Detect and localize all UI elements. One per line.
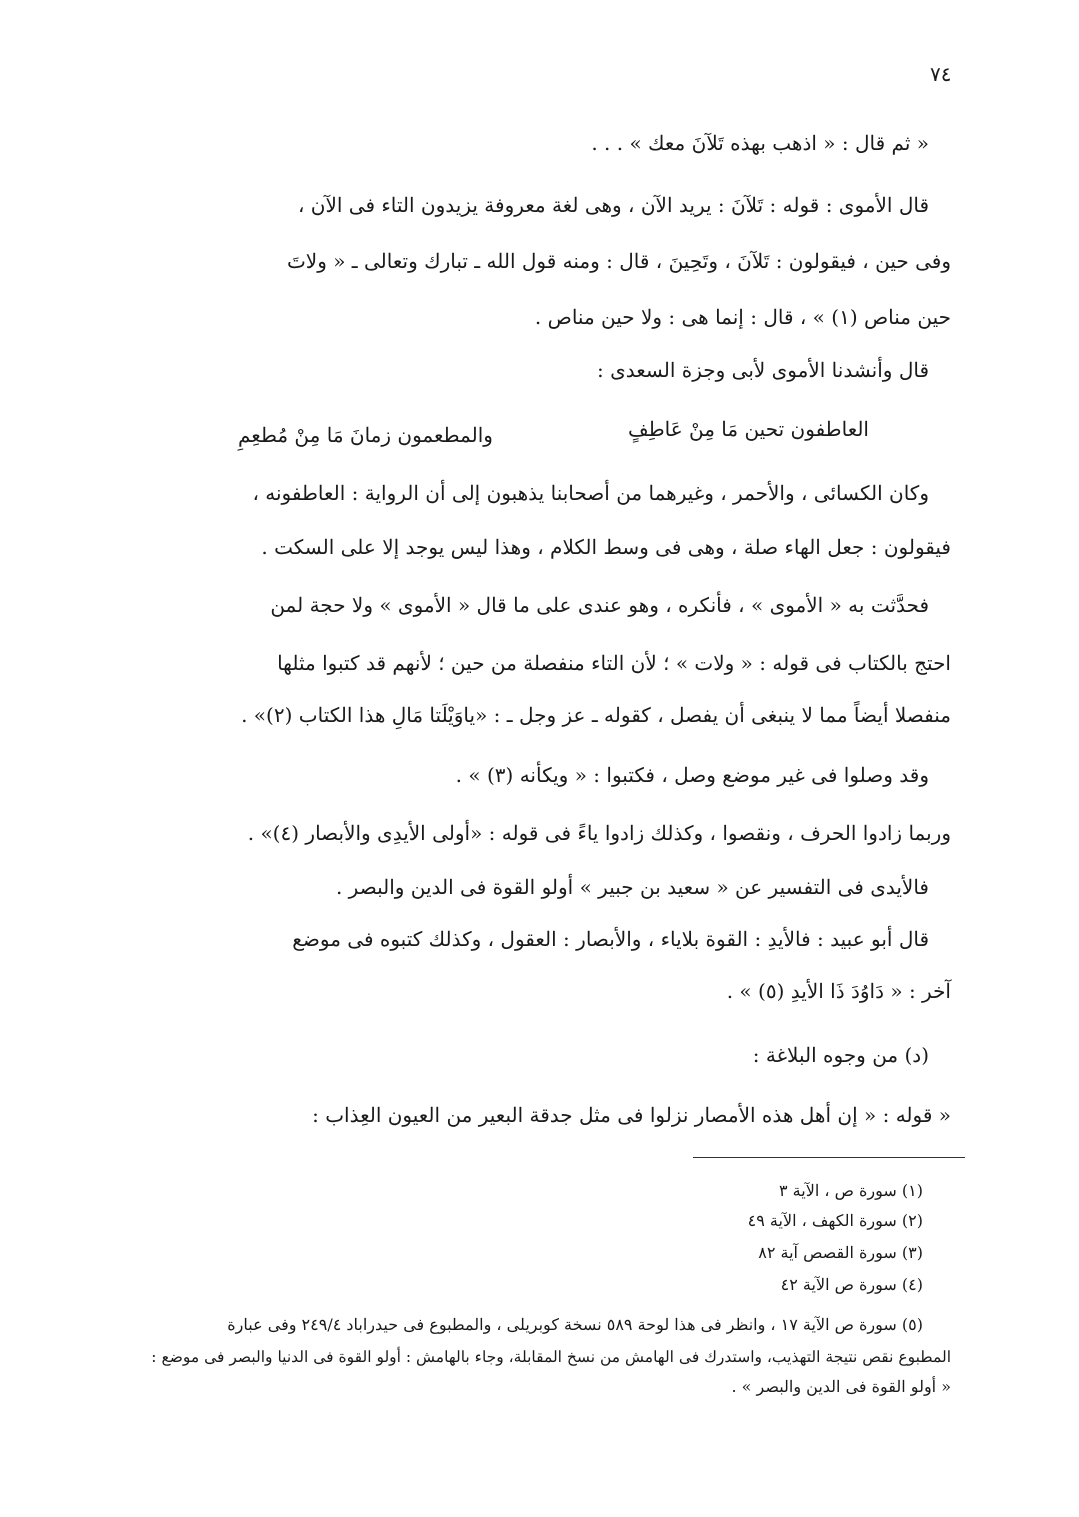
footnote-separator bbox=[693, 1157, 965, 1158]
text-line-2: قال الأموى : قوله : تَلآنَ : يريد الآن ، وهى لغة معروفة يزيدون التاء فى الآن ، bbox=[297, 193, 929, 217]
text-line-11: وقد وصلوا فى غير موضع وصل ، فكتبوا : « ويكأنه (٣) » . bbox=[455, 763, 929, 787]
verse-second-hemistich: والمطعمون زمانَ مَا مِنْ مُطعِمِ bbox=[238, 423, 493, 447]
text-line-7: فيقولون : جعل الهاء صلة ، وهى فى وسط الكلام ، وهذا ليس يوجد إلا على السكت . bbox=[261, 535, 951, 559]
text-line-12: وربما زادوا الحرف ، ونقصوا ، وكذلك زادوا ياءً فى قوله : «أولى الأيدِى والأبصار (٤)» . bbox=[247, 821, 951, 845]
text-line-14: قال أبو عبيد : فالأيدِ : القوة بلاياء ، والأبصار : العقول ، وكذلك كتبوه فى موضع bbox=[292, 927, 929, 951]
footnote-3: (٣) سورة القصص آية ٨٢ bbox=[758, 1243, 923, 1262]
page-number: ٧٤ bbox=[930, 62, 952, 86]
footnote-5-line-2: المطبوع نقص نتيجة التهذيب، واستدرك فى الهامش من نسخ المقابلة، وجاء بالهامش : أولو القوة فى الدنيا والبصر فى موضع : bbox=[151, 1348, 951, 1366]
text-line-10: منفصلا أيضاً مما لا ينبغى أن يفصل ، كقوله ـ عز وجل ـ : «ياوَيْلَتا مَالِ هذا الكتاب (٢)» . bbox=[241, 703, 951, 727]
footnote-1: (١) سورة ص ، الآية ٣ bbox=[779, 1181, 923, 1200]
text-line-6: وكان الكسائى ، والأحمر ، وغيرهما من أصحابنا يذهبون إلى أن الرواية : العاطفونه ، bbox=[252, 481, 929, 505]
text-line-5: قال وأنشدنا الأموى لأبى وجزة السعدى : bbox=[597, 358, 929, 382]
text-line-4: حين مناص (١) » ، قال : إنما هى : ولا حين مناص . bbox=[534, 305, 951, 329]
text-line-3: وفى حين ، فيقولون : تَلآنَ ، وتَحِينَ ، قال : ومنه قول الله ـ تبارك وتعالى ـ « ولاتَ bbox=[286, 249, 951, 273]
text-line-17: « قوله : « إن أهل هذه الأمصار نزلوا فى مثل جدقة البعير من العيون العِذاب : bbox=[312, 1103, 951, 1127]
text-line-13: فالأيدى فى التفسير عن « سعيد بن جبير » أولو القوة فى الدين والبصر . bbox=[335, 875, 929, 899]
footnote-5-line-3: « أولو القوة فى الدين والبصر » . bbox=[731, 1377, 951, 1396]
footnote-5-line-1: (٥) سورة ص الآية ١٧ ، وانظر فى هذا لوحة ٥٨٩ نسخة كوبريلى ، والمطبوع فى حيدراباد ٢٤٩/٤ وفى عبارة bbox=[227, 1315, 923, 1334]
text-line-9: احتج بالكتاب فى قوله : « ولات » ؛ لأن التاء منفصلة من حين ؛ لأنهم قد كتبوا مثلها bbox=[277, 651, 951, 675]
footnote-2: (٢) سورة الكهف ، الآية ٤٩ bbox=[747, 1211, 923, 1230]
text-line-15: آخر : « دَاوُدَ ذَا الأيدِ (٥) » . bbox=[726, 979, 951, 1003]
text-line-8: فحدَّثت به « الأموى » ، فأنكره ، وهو عندى على ما قال « الأموى » ولا حجة لمن bbox=[270, 593, 929, 617]
section-heading: (د) من وجوه البلاغة : bbox=[752, 1043, 929, 1067]
verse-first-hemistich: العاطفون تحين مَا مِنْ عَاطِفٍ bbox=[627, 417, 869, 441]
text-line-1: « ثم قال : « اذهب بهذه تَلآنَ معك » . . . bbox=[591, 131, 929, 155]
footnote-4: (٤) سورة ص الآية ٤٢ bbox=[780, 1275, 923, 1294]
